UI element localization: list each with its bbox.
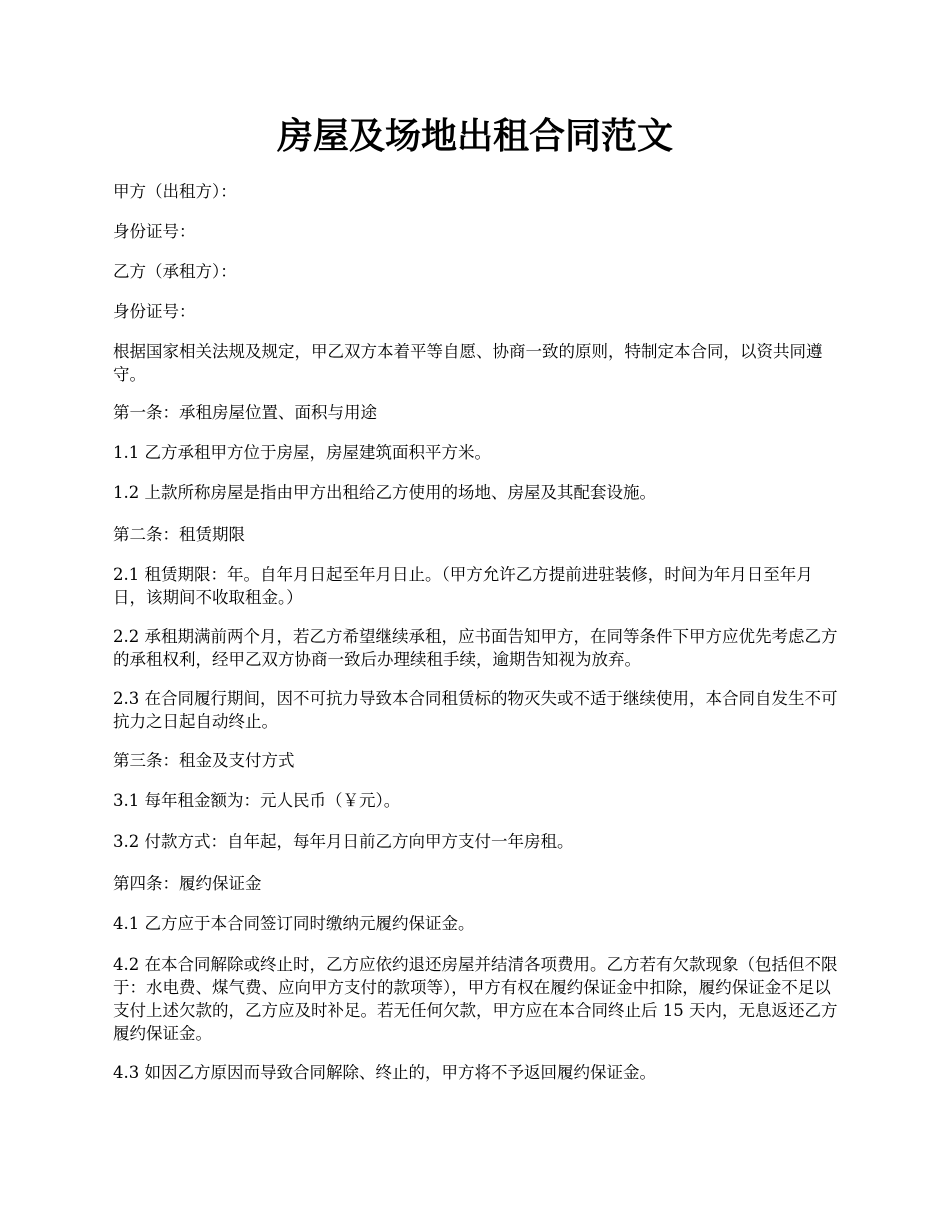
clause-3-2: 3.2 付款方式：自年起，每年月日前乙方向甲方支付一年房租。 bbox=[113, 832, 574, 851]
clause-4-1: 4.1 乙方应于本合同签订同时缴纳元履约保证金。 bbox=[113, 914, 475, 933]
clause-2-1: 2.1 租赁期限：年。自年月日起至年月日止。（甲方允许乙方提前进驻装修，时间为年月日至年月日，该期间不收取租金。） bbox=[113, 565, 813, 607]
article-2-heading: 第二条：租赁期限 bbox=[113, 525, 245, 544]
clause-1-2: 1.2 上款所称房屋是指由甲方出租给乙方使用的场地、房屋及其配套设施。 bbox=[113, 483, 656, 502]
party-a-line: 甲方（出租方）： bbox=[113, 182, 237, 201]
party-a-id-line: 身份证号： bbox=[113, 222, 196, 241]
preamble-paragraph: 根据国家相关法规及规定，甲乙双方本着平等自愿、协商一致的原则，特制定本合同，以资共同遵守。 bbox=[113, 342, 823, 384]
article-3-heading: 第三条：租金及支付方式 bbox=[113, 751, 295, 770]
clause-2-3: 2.3 在合同履行期间，因不可抗力导致本合同租赁标的物灭失或不适于继续使用，本合同自发生不可抗力之日起自动终止。 bbox=[113, 689, 838, 731]
party-b-id-line: 身份证号： bbox=[113, 302, 196, 321]
clause-4-2: 4.2 在本合同解除或终止时，乙方应依约退还房屋并结清各项费用。乙方若有欠款现象（包括但不限于：水电费、煤气费、应向甲方支付的款项等），甲方有权在履约保证金中扣除，履约保证金不足以支付上述欠款的，乙方应及时补足。若无任何欠款，甲方应在本合同终止后 15 天内，无息返还乙方履约保证金。 bbox=[113, 955, 838, 1043]
article-4-heading: 第四条：履约保证金 bbox=[113, 874, 262, 893]
clause-4-3: 4.3 如因乙方原因而导致合同解除、终止的，甲方将不予返回履约保证金。 bbox=[113, 1063, 656, 1082]
party-b-line: 乙方（承租方）： bbox=[113, 262, 237, 281]
document-title: 房屋及场地出租合同范文 bbox=[276, 115, 673, 157]
article-1-heading: 第一条：承租房屋位置、面积与用途 bbox=[113, 403, 377, 422]
clause-3-1: 3.1 每年租金额为：元人民币（￥元）。 bbox=[113, 791, 401, 810]
clause-1-1: 1.1 乙方承租甲方位于房屋，房屋建筑面积平方米。 bbox=[113, 443, 491, 462]
clause-2-2: 2.2 承租期满前两个月，若乙方希望继续承租，应书面告知甲方，在同等条件下甲方应优先考虑乙方的承租权利，经甲乙双方协商一致后办理续租手续，逾期告知视为放弃。 bbox=[113, 627, 838, 669]
